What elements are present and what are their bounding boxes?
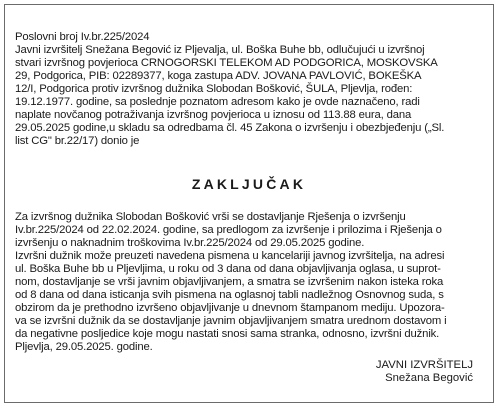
place-date: Pljevlja, 29.05.2025. godine. xyxy=(15,341,153,353)
body-line: Iv.br.225/2024 od 22.02.2024. godine, sa predlogom za izvršenje i prilozima i Rješenja o xyxy=(15,224,442,236)
body-line: ul. Boška Buhe bb u Pljevljima, u roku od 3 dana od dana objavljivanja oglasa, u suprot- xyxy=(15,263,441,275)
intro-line: Javni izvršitelj Snežana Begović iz Pljevalja, ul. Boška Buhe bb, odlučujući u izvršnoj xyxy=(15,44,425,56)
case-number: Poslovni broj Iv.br.225/2024 xyxy=(15,31,150,43)
body-line: Izvršni dužnik može preuzeti navedena pismena u kancelariji javnog izvršitelja, na adresi xyxy=(15,250,445,262)
intro-line: 29, Podgorica, PIB: 02289377, koga zastupa ADV. JOVANA PAVLOVIĆ, BOKEŠKA xyxy=(15,70,422,82)
body-line: od 8 dana od dana isticanja svih pismena na oglasnoj tabli nadležnog Osnovnog suda, s xyxy=(15,289,444,301)
document-title: ZAKLJUČAK xyxy=(191,176,307,192)
intro-line: 19.12.1977. godine, sa poslednje poznatom adresom kako je ovde naznačeno, radi xyxy=(15,96,420,108)
body-line: izvršenju o naknadnim troškovima Iv.br.225/2024 od 29.05.2025 godine. xyxy=(15,237,365,249)
legal-notice xyxy=(4,4,494,403)
intro-line: list CG" br.22/17) donio je xyxy=(15,135,140,147)
intro-line: 29.05.2025 godine,u skladu sa odredbama čl. 45 Zakona o izvršenju i obezbjeđenju („Sl. xyxy=(15,122,445,134)
signature-name: Snežana Begović xyxy=(385,372,473,384)
intro-line: naplate novčanog potraživanja izvršnog povjerioca u iznosu od 113.88 eura, dana xyxy=(15,109,412,121)
intro-line: stvari izvršnog povjerioca CRNOGORSKI TELEKOM AD PODGORICA, MOSKOVSKA xyxy=(15,57,438,69)
body-line: da negativne posljedice koje mogu nastati snosi sama stranka, odnosno, izvršni dužnik. xyxy=(15,328,440,340)
body-line: obzirom da je prethodno izvršeno objavljivanje u dnevnom štampanom mediju. Upozora- xyxy=(15,302,445,314)
body-line: nom, dostavljanje se vrši javnim objavljivanjem, a smatra se izvršenim nakon isteka roka xyxy=(15,276,444,288)
signature-role: JAVNI IZVRŠITELJ xyxy=(375,359,473,371)
body-line: va se izvršni dužnik da se dostavljanje javnim objavljivanjem smatra urednom dostavom i xyxy=(15,315,447,327)
intro-line: 12/I, Podgorica protiv izvršnog dužnika Slobodan Bošković, ŠULA, Pljevlja, rođen: xyxy=(15,83,413,95)
body-line: Za izvršnog dužnika Slobodan Bošković vrši se dostavljanje Rješenja o izvršenju xyxy=(15,211,406,223)
